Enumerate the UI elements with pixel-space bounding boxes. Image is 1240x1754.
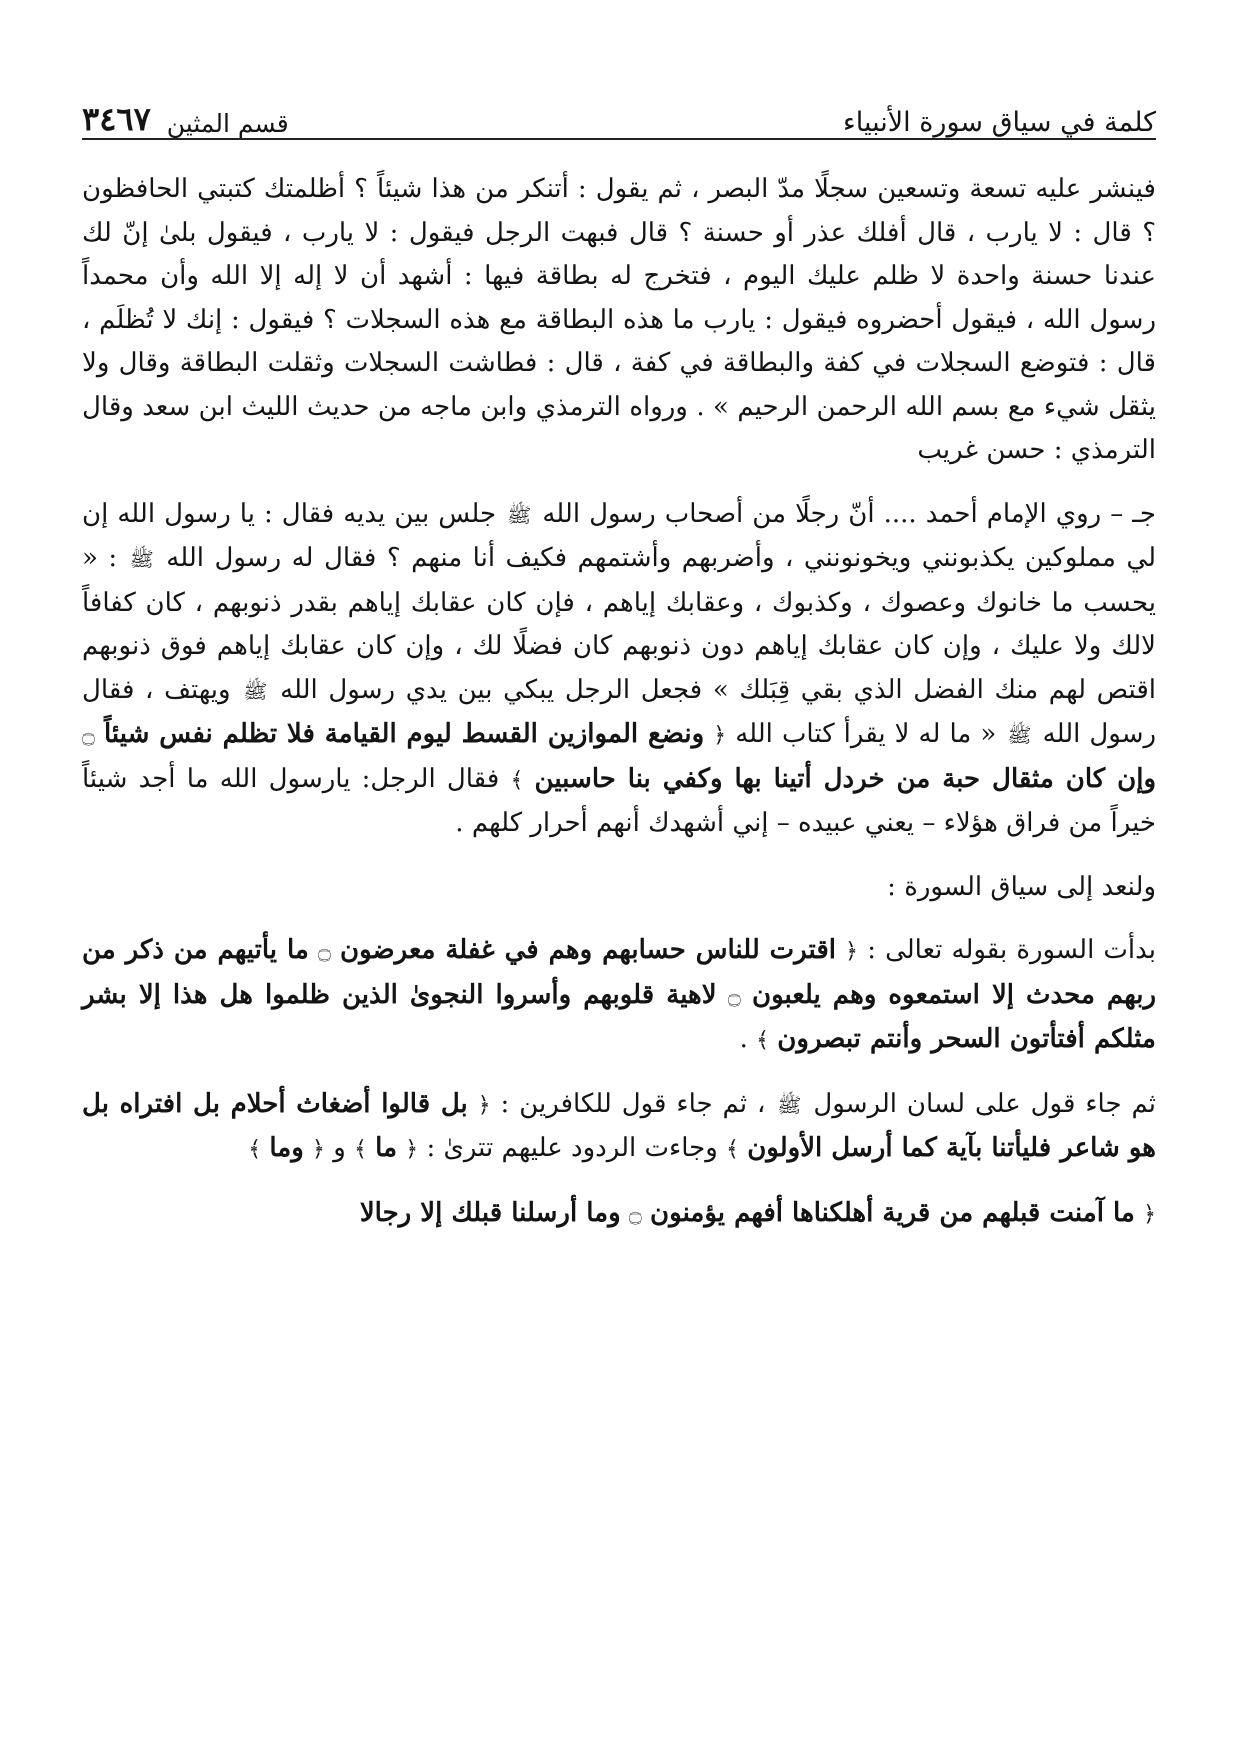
header-left <box>82 100 289 138</box>
paragraph-hadith-bitaqa <box>82 168 1156 473</box>
quran-verse: اقترت للناس حسابهم وهم في غفلة معرضون <box>340 935 837 965</box>
header-rule <box>82 138 1156 140</box>
paragraph-hadith-mamluk <box>82 493 1156 846</box>
section-name: قسم المثين <box>166 109 289 138</box>
quran-verse: وما <box>269 1133 304 1163</box>
page-header <box>82 88 1156 138</box>
paragraph-verse-block <box>82 1192 1156 1237</box>
quran-open-bracket: ﴿ <box>845 939 859 964</box>
quran-verse: لاهية قلوبهم وأسروا النجوىٰ الذين ظلموا هل هذا إلا بشر مثلكم أفتأتون السحر وأنتم تبصرون <box>82 979 1156 1054</box>
page-number: ٣٤٦٧ <box>82 100 151 138</box>
quran-verse: ما آمنت قبلهم من قرية أهلكناها أفهم يؤمنون <box>650 1197 1135 1228</box>
quran-close-bracket: ﴾ <box>354 1137 367 1162</box>
quran-open-bracket: ﴿ <box>477 1092 491 1118</box>
salawat-symbol: ﷺ <box>129 547 154 571</box>
salawat-symbol: ﷺ <box>1007 723 1032 747</box>
quran-verse: بل قالوا أضغاث أحلام بل افتراه بل هو شاعر فليأتنا بآية كما أرسل الأولون <box>82 1088 1156 1163</box>
paragraph-surah-opening <box>82 929 1156 1063</box>
text: ، ثم جاء قول للكافرين : <box>500 1088 766 1119</box>
salawat-symbol: ﷺ <box>777 1092 802 1117</box>
text: فقال الرجل: يارسول الله ما أجد شيئاً خيراً من فراق هؤلاء – يعني عبيده – إني أشهدك أنهم أحرار كلهم . <box>82 763 1156 838</box>
quran-open-bracket: ﴿ <box>713 723 727 748</box>
ayah-separator: ۝ <box>628 1201 642 1227</box>
text: و <box>333 1133 346 1163</box>
text: جلس بين يديه فقال : يا رسول الله إن لي مملوكين يكذبونني ويخونونني ، وأضربهم وأشتمهم فكيف أنا منهم ؟ فقال له رسول الله <box>82 498 1156 573</box>
quran-close-bracket: ﴾ <box>248 1137 262 1162</box>
paragraph-transition <box>82 866 1156 910</box>
quran-close-bracket: ﴾ <box>726 1137 739 1162</box>
text: ولنعد إلى سياق السورة : <box>887 871 1156 902</box>
quran-close-bracket: ﴾ <box>756 1028 770 1053</box>
ayah-separator: ۝ <box>82 723 95 748</box>
text: فينشر عليه تسعة وتسعين سجلًا مدّ البصر ، ثم يقول : أتنكر من هذا شيئاً ؟ أظلمتك كتبتي الحافظون ؟ قال : لا يارب ، قال أفلك عذر أو حسنة ؟ قال فبهت الرجل فيقول : لا يارب ، فيقول بلىٰ إنّ لك عندنا حسنة واحدة لا ظلم عليك اليوم ، فتخرج له بطاقة فيها : أشهد أن لا إله إلا الله وأن محمداً رسول الله ، فيقول أحضروه فيقول : يارب ما هذه البطاقة مع هذه السجلات ؟ فيقول : إنك لا تُظلَم ، قال : فتوضع السجلات في كفة والبطاقة في كفة ، قال : فطاشت السجلات وثقلت البطاقة وقال ولا يثقل شيء مع بسم الله الرحمن الرحيم » . ورواه الترمذي وابن ماجه من حديث الليث ابن سعد وقال الترمذي : حسن غريب <box>82 174 1156 465</box>
quran-close-bracket: ﴾ <box>510 767 524 793</box>
quran-verse: ما <box>375 1133 398 1163</box>
salawat-symbol: ﷺ <box>243 678 268 703</box>
quran-open-bracket: ﴿ <box>312 1137 325 1162</box>
text: ويهتف ، فقال رسول الله <box>82 674 1157 749</box>
quran-open-bracket: ﴿ <box>405 1137 419 1162</box>
text: : « يحسب ما خانوك وعصوك ، وكذبوك ، وعقابك إياهم ، فإن كان عقابك إياهم بقدر ذنوبهم ، كان كفافاً لالك ولا عليك ، وإن كان عقابك إياهم دون ذنوبهم كان فضلًا لك ، وإن كان عقابك إياهم فوق ذنوبهم اقتص لهم منك الفضل الذي بقي قِبَلك » فجعل الرجل يبكي بين يدي رسول الله <box>82 543 1156 705</box>
quran-verse: ما يأتيهم من ذكر من ربهم محدث إلا استمعوه وهم يلعبون <box>82 935 1156 1010</box>
ayah-separator: ۝ <box>317 939 331 964</box>
ayah-separator: ۝ <box>727 983 741 1009</box>
quran-verse: وإن كان مثقال حبة من خردل أتينا بها وكفي بنا حاسبين <box>534 763 1157 794</box>
text: « ما له لا يقرأ كتاب الله <box>735 719 997 749</box>
running-title: كلمة في سياق سورة الأنبياء <box>843 107 1156 138</box>
quran-open-bracket: ﴿ <box>1143 1201 1156 1227</box>
salawat-symbol: ﷺ <box>507 502 532 527</box>
text: ثم جاء قول على لسان الرسول <box>813 1088 1157 1119</box>
quran-verse: وما أرسلنا قبلك إلا رجالا <box>359 1197 621 1228</box>
text: جـ – روي الإمام أحمد .... أنّ رجلًا من أصحاب رسول الله <box>542 498 1156 529</box>
text: بدأت السورة بقوله تعالى : <box>867 935 1157 965</box>
quran-verse: ونضع الموازين القسط ليوم القيامة فلا تظلم نفس شيئاً <box>103 719 705 749</box>
page-body <box>82 168 1156 1236</box>
text: وجاءت الردود عليهم تترىٰ : <box>426 1133 718 1163</box>
paragraph-kafirin-saying <box>82 1083 1156 1172</box>
text: . <box>739 1024 748 1054</box>
